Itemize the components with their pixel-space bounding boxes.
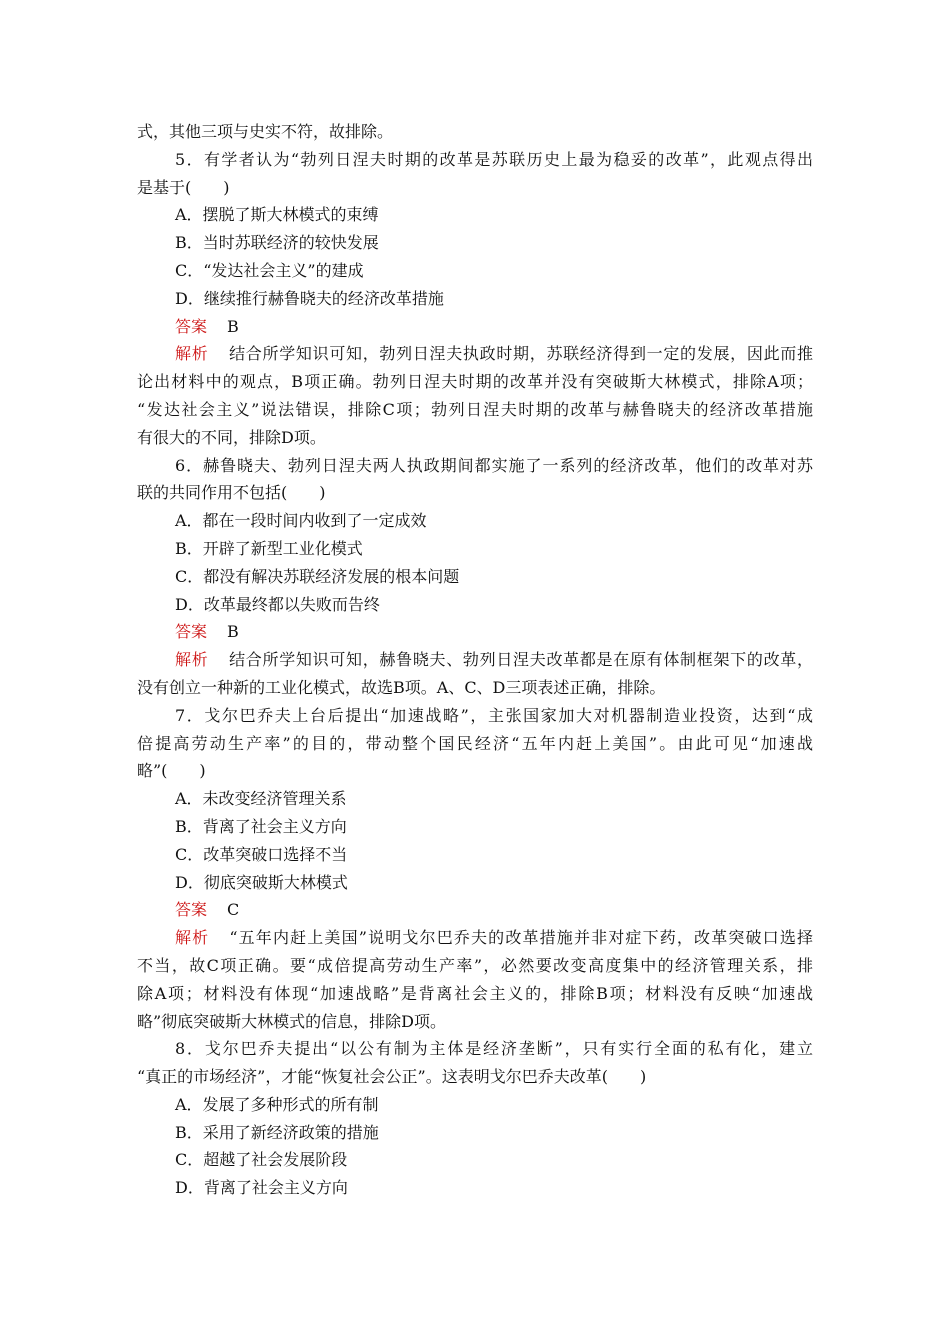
analysis-label: 解析 <box>175 650 209 670</box>
analysis-line: 除A项；材料没有体现“加速战略”是背离社会主义的，排除B项；材料没有反映“加速战 <box>137 983 813 1003</box>
option-c: C．“发达社会主义”的建成 <box>175 260 364 280</box>
answer-label: 答案 <box>175 316 208 336</box>
analysis-line: 没有创立一种新的工业化模式，故选B项。A、C、D三项表述正确，排除。 <box>137 677 666 697</box>
answer-label: 答案 <box>175 622 208 642</box>
option-b: B．背离了社会主义方向 <box>175 816 347 836</box>
analysis-text: “五年内赶上美国”说明戈尔巴乔夫的改革措施并非对症下药，改革突破口选择 <box>229 928 813 948</box>
analysis-line: 不当，故C项正确。要“成倍提高劳动生产率”，必然要改变高度集中的经济管理关系，排 <box>137 955 813 975</box>
analysis-label: 解析 <box>175 344 209 364</box>
question-7 <box>137 702 813 1036</box>
document-body <box>137 118 813 1202</box>
analysis-line <box>137 646 813 674</box>
analysis-line: 论出材料中的观点，B项正确。勃列日涅夫时期的改革并没有突破斯大林模式，排除A项； <box>137 372 813 392</box>
analysis-line: 略”彻底突破斯大林模式的信息，排除D项。 <box>137 1011 447 1031</box>
question-stem-line: 7．戈尔巴乔夫上台后提出“加速战略”，主张国家加大对机器制造业投资，达到“成 <box>175 705 813 725</box>
option-a: A．发展了多种形式的所有制 <box>175 1094 379 1114</box>
option-c: C．都没有解决苏联经济发展的根本问题 <box>175 566 460 586</box>
answer-value: B <box>227 316 239 336</box>
question-stem-line: 略”( ) <box>137 761 206 781</box>
option-c: C．超越了社会发展阶段 <box>175 1150 348 1170</box>
question-stem-line: 倍提高劳动生产率”的目的，带动整个国民经济“五年内赶上美国”。由此可见“加速战 <box>137 733 813 753</box>
analysis-text: 结合所学知识可知，勃列日涅夫执政时期，苏联经济得到一定的发展，因此而推 <box>228 344 813 364</box>
carry-over-line: 式，其他三项与史实不符，故排除。 <box>137 122 394 141</box>
analysis-line <box>137 340 813 368</box>
question-8 <box>137 1035 813 1202</box>
question-5 <box>137 146 813 452</box>
option-d: D．背离了社会主义方向 <box>175 1178 348 1198</box>
analysis-line: “发达社会主义”说法错误，排除C项；勃列日涅夫时期的改革与赫鲁晓夫的经济改革措施 <box>137 399 813 419</box>
question-stem-line: 是基于( ) <box>137 177 230 197</box>
answer-label: 答案 <box>175 900 208 920</box>
option-b: B．当时苏联经济的较快发展 <box>175 233 379 253</box>
question-stem-line: 5．有学者认为“勃列日涅夫时期的改革是苏联历史上最为稳妥的改革”，此观点得出 <box>175 149 813 169</box>
analysis-label: 解析 <box>175 928 210 948</box>
option-b: B．开辟了新型工业化模式 <box>175 538 363 558</box>
question-stem-line: 8．戈尔巴乔夫提出“以公有制为主体是经济垄断”，只有实行全面的私有化，建立 <box>175 1039 813 1059</box>
option-d: D．改革最终都以失败而告终 <box>175 594 380 614</box>
option-c: C．改革突破口选择不当 <box>175 844 348 864</box>
option-b: B．采用了新经济政策的措施 <box>175 1122 379 1142</box>
analysis-text: 结合所学知识可知，赫鲁晓夫、勃列日涅夫改革都是在原有体制框架下的改革， <box>228 650 813 670</box>
analysis-line <box>137 924 813 952</box>
question-stem-line: “真正的市场经济”，才能“恢复社会公正”。这表明戈尔巴乔夫改革( ) <box>137 1067 647 1087</box>
question-6 <box>137 452 813 702</box>
answer-value: B <box>227 622 239 642</box>
option-a: A．未改变经济管理关系 <box>175 789 347 809</box>
answer-value: C <box>227 900 240 920</box>
answer-line <box>137 896 813 924</box>
option-d: D．继续推行赫鲁晓夫的经济改革措施 <box>175 288 444 308</box>
option-d: D．彻底突破斯大林模式 <box>175 872 348 892</box>
option-a: A．摆脱了斯大林模式的束缚 <box>175 205 379 225</box>
analysis-line: 有很大的不同，排除D项。 <box>137 427 326 447</box>
answer-line <box>137 313 813 341</box>
answer-line <box>137 618 813 646</box>
question-stem-line: 6．赫鲁晓夫、勃列日涅夫两人执政期间都实施了一系列的经济改革，他们的改革对苏 <box>175 455 813 475</box>
question-stem-line: 联的共同作用不包括( ) <box>137 483 326 503</box>
option-a: A．都在一段时间内收到了一定成效 <box>175 511 427 531</box>
